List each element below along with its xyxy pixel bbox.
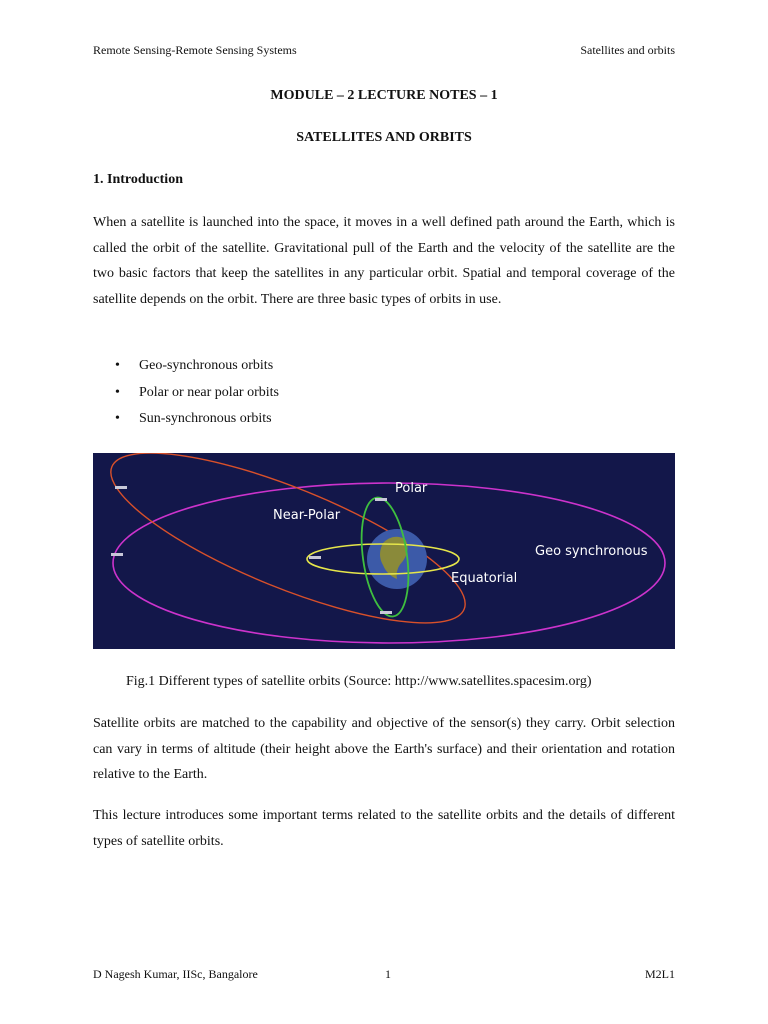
satellite-marker [380, 611, 392, 614]
label-near-polar: Near-Polar [273, 508, 341, 523]
document-title: SATELLITES AND ORBITS [296, 130, 472, 145]
paragraph-orbit-selection: Satellite orbits are matched to the capability and objective of the sensor(s) they carry. Orbit selection can vary in terms of altitude (their height above the Earth's surface) and their orientation and rotation relative to the Earth. [93, 716, 675, 782]
satellite-marker [115, 486, 127, 489]
list-item: • Polar or near polar orbits [93, 383, 279, 410]
label-geo-synchronous: Geo synchronous [535, 544, 648, 559]
intro-paragraph: When a satellite is launched into the space, it moves in a well defined path around the Earth, which is called the orbit of the satellite. Gravitational pull of the Earth and the velocity of the satellite are the two basic factors that keep the satellites in any particular orbit. Spatial and temporal coverage of the satellite depends on the orbit. There are three basic types of orbits in use. [93, 215, 675, 307]
footer-author: D Nagesh Kumar, IISc, Bangalore [93, 967, 258, 981]
orbit-type-list [93, 356, 279, 436]
orbits-figure [93, 453, 675, 649]
section-heading: 1. Introduction [93, 172, 183, 187]
satellite-marker [375, 498, 387, 501]
page-number: 1 [385, 967, 391, 981]
list-item: • Geo-synchronous orbits [93, 356, 279, 383]
label-polar: Polar [395, 481, 428, 496]
figure-caption: Fig.1 Different types of satellite orbits (Source: http://www.satellites.spacesim.org) [126, 674, 592, 689]
header-right: Satellites and orbits [580, 43, 675, 57]
satellite-marker [111, 553, 123, 556]
header-left: Remote Sensing-Remote Sensing Systems [93, 43, 297, 57]
footer-code: M2L1 [645, 967, 675, 981]
paragraph-lecture-intro: This lecture introduces some important terms related to the satellite orbits and the details of different types of satellite orbits. [93, 808, 675, 849]
list-item: • Sun-synchronous orbits [93, 409, 279, 436]
module-title: MODULE – 2 LECTURE NOTES – 1 [270, 88, 498, 103]
label-equatorial: Equatorial [451, 571, 518, 586]
satellite-marker [309, 556, 321, 559]
